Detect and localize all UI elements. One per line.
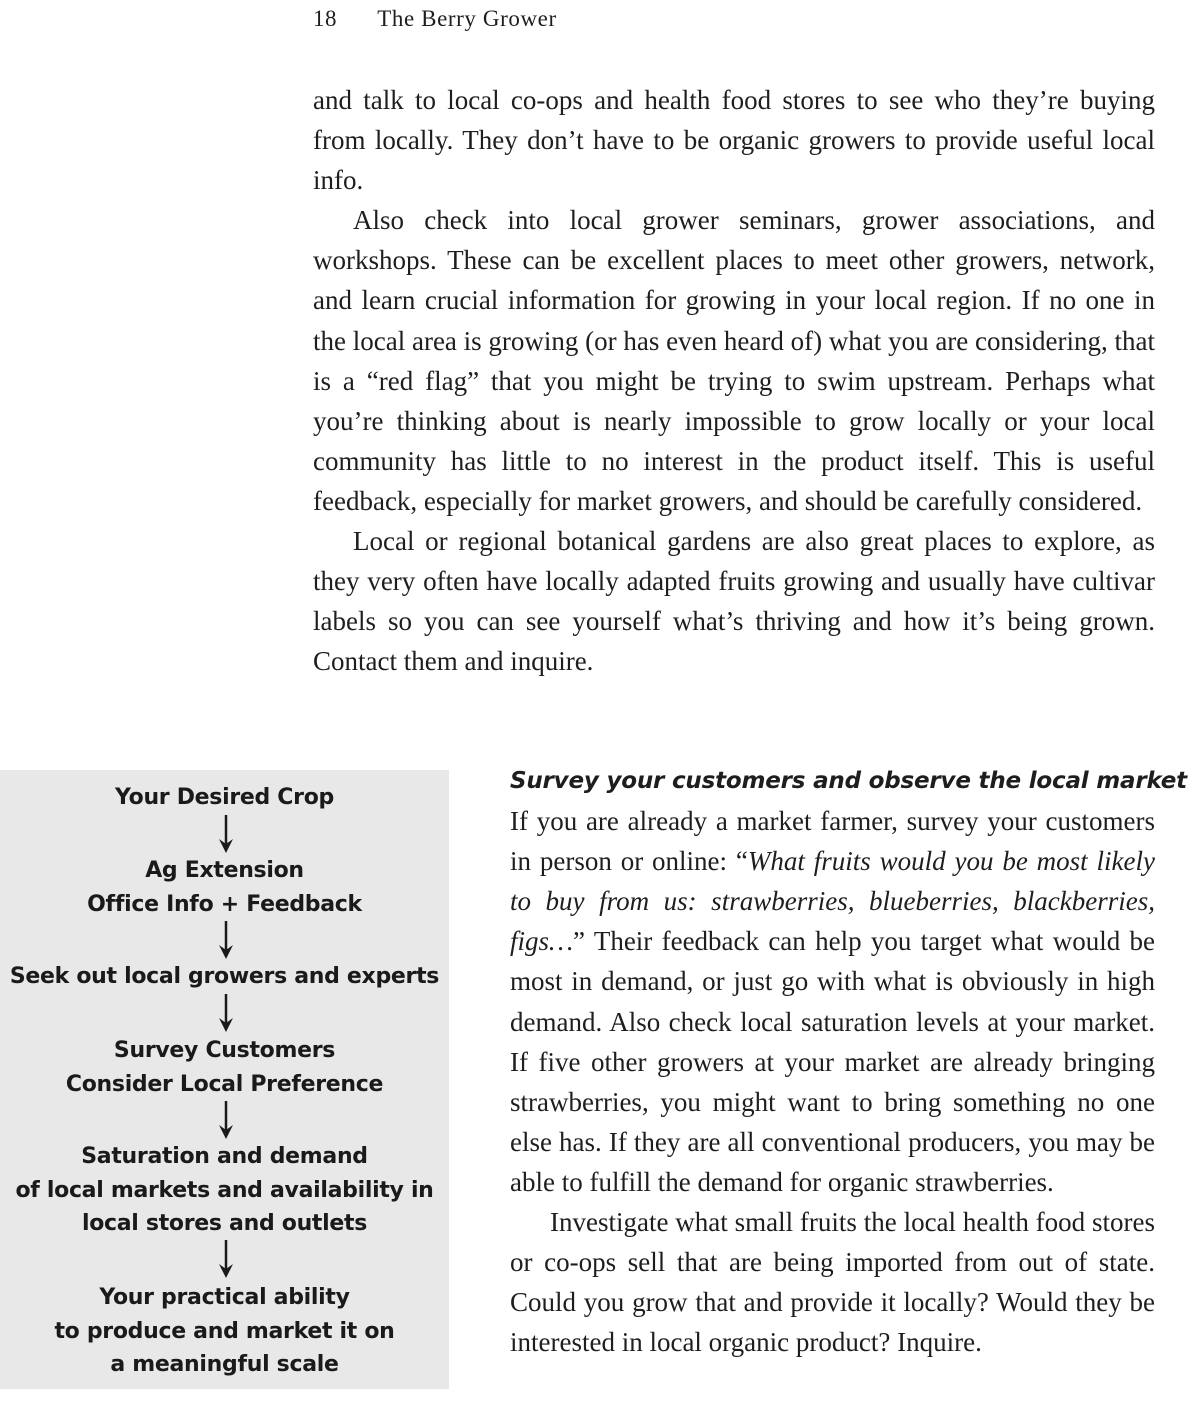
flow-step-line: local stores and outlets bbox=[81, 1211, 368, 1236]
flow-step-line: Saturation and demand bbox=[81, 1144, 368, 1169]
down-arrow-icon bbox=[214, 1240, 238, 1278]
flow-step bbox=[0, 1034, 449, 1101]
flow-step bbox=[0, 960, 449, 994]
flow-step-line: to produce and market it on bbox=[54, 1318, 395, 1344]
paragraph-lead: If you are already a market farmer, survey your customers in person or online: “ bbox=[510, 806, 1155, 877]
down-arrow-icon bbox=[214, 1101, 238, 1139]
flow-step-line: Survey Customers bbox=[113, 1038, 336, 1063]
survey-question: What fruits would you be most likely to buy from us: strawberries, blueberries, blackberries, figs… bbox=[510, 846, 1155, 957]
book-title: The Berry Grower bbox=[377, 6, 557, 31]
body-text-top bbox=[313, 80, 1155, 681]
flow-step bbox=[0, 1140, 449, 1241]
paragraph: and talk to local co-ops and health food stores to see who they’re buying from locally. They don’t have to be organic growers to provide useful local info. bbox=[313, 85, 1155, 196]
decision-flowchart bbox=[0, 770, 449, 1389]
flow-step-line: Ag Extension bbox=[145, 858, 304, 883]
flow-step bbox=[0, 854, 449, 921]
flow-step-line: Office Info + Feedback bbox=[87, 891, 362, 917]
flow-step-line: Your Desired Crop bbox=[115, 785, 334, 810]
flow-step bbox=[0, 1281, 449, 1382]
paragraph-rest: ” Their feedback can help you target what would be most in demand, or just go with what is obviously in high demand. Also check local saturation levels at your market. If five other growers at your market are already bringing strawberries, you might want to bring something no one else has. If they are all conventional producers, you may be able to fulfill the demand for organic strawberries. bbox=[510, 926, 1155, 1197]
paragraph: Investigate what small fruits the local health food stores or co-ops sell that are being imported from out of state. Could you grow that and provide it locally? Would they be interested in local organic product? Inquire. bbox=[510, 1207, 1155, 1358]
paragraph bbox=[510, 801, 1155, 1202]
body-text-right bbox=[510, 761, 1187, 1362]
down-arrow-icon bbox=[214, 815, 238, 853]
flow-step bbox=[0, 781, 449, 815]
down-arrow-icon bbox=[214, 921, 238, 959]
flow-step-line: Your practical ability bbox=[99, 1285, 350, 1310]
flow-step-line: Consider Local Preference bbox=[65, 1071, 384, 1097]
running-head bbox=[313, 6, 557, 32]
flow-step-line: of local markets and availability in bbox=[15, 1177, 434, 1203]
down-arrow-icon bbox=[214, 994, 238, 1032]
flow-step-line: Seek out local growers and experts bbox=[9, 964, 440, 989]
section-heading: Survey your customers and observe the local market bbox=[510, 768, 1187, 794]
page-number: 18 bbox=[313, 6, 337, 31]
flow-step-line: a meaningful scale bbox=[110, 1352, 339, 1377]
paragraph: Local or regional botanical gardens are also great places to explore, as they very often have locally adapted fruits growing and usually have cultivar labels so you can see yourself what’s thriving and how it’s being grown. Contact them and inquire. bbox=[313, 526, 1155, 677]
paragraph: Also check into local grower seminars, grower associations, and workshops. These can be excellent places to meet other growers, network, and learn crucial information for growing in your local region. If no one in the local area is growing (or has even heard of) what you are considering, that is a “red flag” that you might be trying to swim upstream. Perhaps what you’re thinking about is nearly impossible to grow locally or your local community has little to no interest in the product itself. This is useful feedback, especially for market growers, and should be carefully considered. bbox=[313, 205, 1155, 516]
